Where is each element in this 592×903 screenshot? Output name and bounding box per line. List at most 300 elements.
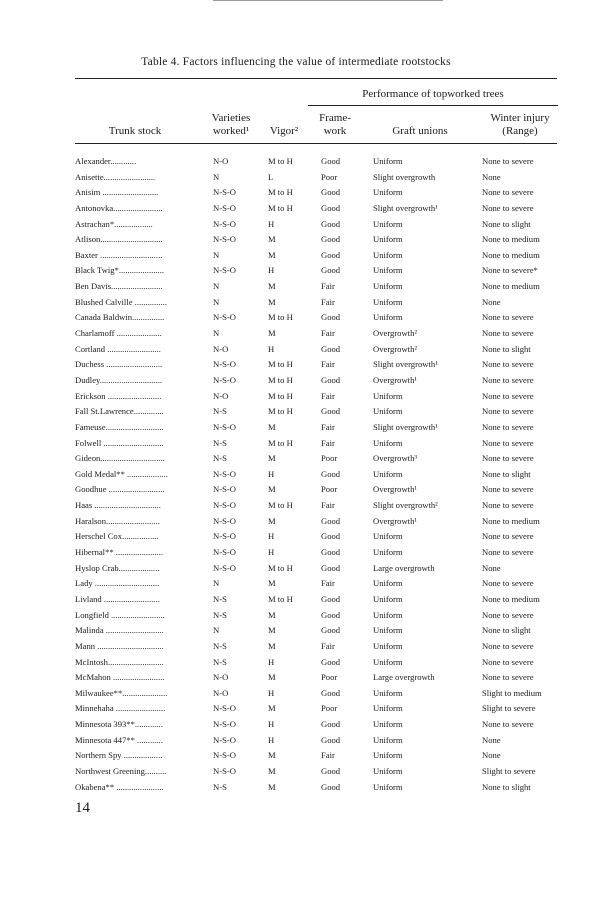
cell-trunk-stock: Minnesota 393**............. (75, 719, 163, 730)
cell-graft-unions: Uniform (373, 406, 403, 417)
cell-graft-unions: Uniform (373, 593, 403, 604)
cell-vigor: M (268, 578, 276, 589)
cell-vigor: M to H (268, 374, 293, 385)
table-row (0, 373, 592, 389)
cell-trunk-stock: Longfield ......................... (75, 609, 165, 620)
cell-varieties: N-S-O (213, 719, 236, 730)
table-row (0, 748, 592, 764)
cell-vigor: M to H (268, 390, 293, 401)
cell-framework: Good (321, 781, 341, 792)
cell-trunk-stock: Milwaukee**..................... (75, 687, 168, 698)
table-row (0, 686, 592, 702)
table-row (0, 217, 592, 233)
group-header-rule (308, 105, 558, 106)
cell-trunk-stock: Gold Medal** ................... (75, 468, 168, 479)
cell-trunk-stock: Herschel Cox................. (75, 531, 159, 542)
cell-varieties: N-S-O (213, 547, 236, 558)
cell-vigor: M (268, 672, 276, 683)
cell-varieties: N (213, 296, 220, 307)
cell-vigor: M (268, 703, 276, 714)
cell-vigor: M (268, 281, 276, 292)
header-winter-line1: Winter injury (490, 112, 550, 124)
cell-framework: Good (321, 625, 341, 636)
cell-winter-injury: None to severe (482, 719, 534, 730)
cell-trunk-stock: Folwell ............................ (75, 437, 164, 448)
cell-framework: Fair (321, 578, 335, 589)
cell-winter-injury: None to severe (482, 374, 534, 385)
group-header: Performance of topworked trees (362, 88, 504, 100)
cell-vigor: M to H (268, 312, 293, 323)
cell-graft-unions: Uniform (373, 703, 403, 714)
cell-vigor: M to H (268, 202, 293, 213)
cell-trunk-stock: Lady .............................. (75, 578, 160, 589)
header-varieties (198, 112, 264, 138)
cell-framework: Good (321, 312, 341, 323)
cell-graft-unions: Uniform (373, 234, 403, 245)
cell-varieties: N-S-O (213, 515, 236, 526)
cell-framework: Good (321, 249, 341, 260)
cell-framework: Fair (321, 296, 335, 307)
cell-trunk-stock: Astrachan*.................. (75, 218, 153, 229)
cell-framework: Poor (321, 453, 338, 464)
cell-winter-injury: None to severe (482, 656, 534, 667)
table-row (0, 482, 592, 498)
table-row (0, 576, 592, 592)
cell-framework: Poor (321, 171, 338, 182)
cell-framework: Good (321, 562, 341, 573)
cell-vigor: M (268, 484, 276, 495)
cell-varieties: N (213, 249, 220, 260)
table-row (0, 529, 592, 545)
cell-graft-unions: Uniform (373, 156, 403, 166)
cell-vigor: M to H (268, 187, 293, 198)
cell-framework: Good (321, 547, 341, 558)
header-vigor: Vigor² (269, 125, 299, 137)
cell-winter-injury: None to severe (482, 547, 534, 558)
cell-graft-unions: Uniform (373, 781, 403, 792)
cell-vigor: M to H (268, 406, 293, 417)
cell-graft-unions: Uniform (373, 437, 403, 448)
cell-trunk-stock: Fameuse........................... (75, 421, 164, 432)
header-framework (310, 112, 360, 138)
cell-winter-injury: None to severe* (482, 265, 538, 276)
cell-framework: Good (321, 156, 341, 166)
cell-winter-injury: None to severe (482, 390, 534, 401)
cell-graft-unions: Uniform (373, 218, 403, 229)
cell-varieties: N-O (213, 390, 229, 401)
cell-trunk-stock: Black Twig*..................... (75, 265, 164, 276)
cell-framework: Poor (321, 703, 338, 714)
cell-varieties: N-O (213, 687, 229, 698)
cell-varieties: N-S-O (213, 750, 236, 761)
cell-vigor: H (268, 734, 275, 745)
cell-vigor: M to H (268, 156, 293, 166)
cell-winter-injury: Slight to medium (482, 687, 542, 698)
cell-varieties: N (213, 578, 220, 589)
cell-framework: Good (321, 765, 341, 776)
cell-trunk-stock: Blushed Calville ............... (75, 296, 167, 307)
cell-vigor: M (268, 249, 276, 260)
cell-trunk-stock: Gideon.............................. (75, 453, 165, 464)
cell-winter-injury: None to medium (482, 593, 540, 604)
cell-framework: Fair (321, 640, 335, 651)
cell-varieties: N-S (213, 781, 227, 792)
cell-vigor: L (268, 171, 274, 182)
cell-trunk-stock: Ben Davis........................ (75, 281, 163, 292)
table-row (0, 232, 592, 248)
cell-vigor: M (268, 609, 276, 620)
table-row (0, 248, 592, 264)
cell-vigor: M to H (268, 500, 293, 511)
cell-winter-injury: None to slight (482, 468, 531, 479)
cell-graft-unions: Uniform (373, 249, 403, 260)
cell-trunk-stock: Atlison............................. (75, 234, 163, 245)
cell-graft-unions: Uniform (373, 390, 403, 401)
cell-winter-injury: Slight to severe (482, 703, 536, 714)
cell-varieties: N-O (213, 156, 229, 166)
cell-varieties: N-S-O (213, 703, 236, 714)
cell-trunk-stock: Alexander............ (75, 156, 137, 166)
table-row (0, 357, 592, 373)
cell-framework: Fair (321, 750, 335, 761)
cell-winter-injury: None to severe (482, 453, 534, 464)
cell-varieties: N-S (213, 593, 227, 604)
cell-winter-injury: None to slight (482, 218, 531, 229)
cell-trunk-stock: Haas ............................... (75, 500, 161, 511)
cell-varieties: N-S-O (213, 468, 236, 479)
cell-framework: Good (321, 374, 341, 385)
cell-framework: Good (321, 593, 341, 604)
table-row (0, 561, 592, 577)
cell-winter-injury: None to slight (482, 343, 531, 354)
cell-trunk-stock: Minnesota 447** ............ (75, 734, 163, 745)
cell-varieties: N-S (213, 640, 227, 651)
table-row (0, 295, 592, 311)
table-row (0, 263, 592, 279)
cell-winter-injury: None to severe (482, 531, 534, 542)
cell-trunk-stock: Charlamoff ..................... (75, 328, 162, 339)
cell-trunk-stock: McMahon ........................ (75, 672, 165, 683)
cell-varieties: N-S-O (213, 484, 236, 495)
cell-varieties: N-O (213, 672, 229, 683)
table-row (0, 623, 592, 639)
cell-varieties: N (213, 625, 220, 636)
cell-trunk-stock: Erickson ......................... (75, 390, 162, 401)
cell-framework: Fair (321, 359, 335, 370)
table-row (0, 592, 592, 608)
cell-graft-unions: Slight overgrowth² (373, 500, 438, 511)
header-framework-line2: work (323, 125, 347, 137)
cell-winter-injury: None (482, 296, 501, 307)
table-row (0, 545, 592, 561)
table-row (0, 780, 592, 796)
cell-winter-injury: None to slight (482, 625, 531, 636)
cell-winter-injury: None (482, 750, 501, 761)
table-row (0, 326, 592, 342)
cell-vigor: M (268, 750, 276, 761)
cell-framework: Fair (321, 421, 335, 432)
cell-framework: Good (321, 656, 341, 667)
table-row (0, 185, 592, 201)
cell-vigor: M to H (268, 359, 293, 370)
cell-winter-injury: None to severe (482, 609, 534, 620)
header-bottom-rule (75, 143, 557, 144)
table-title: Table 4. Factors influencing the value of intermediate rootstocks (141, 56, 451, 68)
cell-winter-injury: None to severe (482, 421, 534, 432)
cell-trunk-stock: Fall St.Lawrence.............. (75, 406, 164, 417)
cell-framework: Fair (321, 500, 335, 511)
cell-trunk-stock: Mann ............................... (75, 640, 164, 651)
table-row (0, 717, 592, 733)
cell-trunk-stock: Malinda ........................... (75, 625, 164, 636)
cell-framework: Poor (321, 484, 338, 495)
cell-vigor: M (268, 640, 276, 651)
cell-varieties: N-S (213, 453, 227, 464)
cell-trunk-stock: Antonovka....................... (75, 202, 163, 213)
cell-vigor: M (268, 328, 276, 339)
cell-framework: Good (321, 343, 341, 354)
cell-trunk-stock: Dudley............................. (75, 374, 163, 385)
table-row (0, 389, 592, 405)
cell-trunk-stock: Livland .......................... (75, 593, 160, 604)
cell-winter-injury: None to severe (482, 359, 534, 370)
cell-winter-injury: None to medium (482, 515, 540, 526)
cell-varieties: N-S-O (213, 234, 236, 245)
cell-graft-unions: Uniform (373, 750, 403, 761)
cell-vigor: H (268, 343, 275, 354)
cell-vigor: M (268, 234, 276, 245)
cell-winter-injury: None to medium (482, 234, 540, 245)
cell-graft-unions: Overgrowth¹ (373, 515, 417, 526)
cell-framework: Poor (321, 672, 338, 683)
table-body (0, 154, 592, 795)
header-winter-line2: (Range) (502, 125, 538, 137)
cell-graft-unions: Overgrowth¹ (373, 374, 417, 385)
cell-vigor: M (268, 765, 276, 776)
cell-winter-injury: None to medium (482, 249, 540, 260)
cell-trunk-stock: Canada Baldwin............... (75, 312, 165, 323)
cell-winter-injury: None to severe (482, 437, 534, 448)
cell-framework: Good (321, 719, 341, 730)
cell-graft-unions: Uniform (373, 687, 403, 698)
cell-trunk-stock: Northern Spy .................. (75, 750, 163, 761)
table-row (0, 420, 592, 436)
cell-vigor: M (268, 515, 276, 526)
cell-framework: Good (321, 687, 341, 698)
table-row (0, 764, 592, 780)
cell-winter-injury: None to medium (482, 281, 540, 292)
cell-varieties: N (213, 171, 220, 182)
cell-vigor: H (268, 687, 275, 698)
cell-winter-injury: None to slight (482, 781, 531, 792)
table-row (0, 498, 592, 514)
cell-varieties: N-S-O (213, 359, 236, 370)
cell-vigor: H (268, 218, 275, 229)
cell-trunk-stock: Okabena** ...................... (75, 781, 164, 792)
cell-winter-injury: None to severe (482, 484, 534, 495)
header-varieties-line2: worked¹ (212, 125, 250, 137)
cell-graft-unions: Uniform (373, 187, 403, 198)
cell-graft-unions: Overgrowth³ (373, 453, 417, 464)
cell-graft-unions: Large overgrowth (373, 672, 435, 683)
cell-trunk-stock: Goodhue .......................... (75, 484, 165, 495)
cell-vigor: M (268, 625, 276, 636)
cell-graft-unions: Uniform (373, 578, 403, 589)
cell-winter-injury: None to severe (482, 672, 534, 683)
cell-vigor: M to H (268, 437, 293, 448)
table-row (0, 701, 592, 717)
cell-varieties: N (213, 281, 220, 292)
cell-winter-injury: None to severe (482, 500, 534, 511)
cell-graft-unions: Uniform (373, 468, 403, 479)
cell-trunk-stock: Haralson......................... (75, 515, 160, 526)
table-row (0, 451, 592, 467)
cell-graft-unions: Uniform (373, 296, 403, 307)
cell-framework: Fair (321, 390, 335, 401)
table-row (0, 201, 592, 217)
cell-vigor: H (268, 265, 275, 276)
cell-graft-unions: Slight overgrowth¹ (373, 202, 438, 213)
cell-vigor: M (268, 781, 276, 792)
table-row (0, 608, 592, 624)
cell-framework: Good (321, 265, 341, 276)
cell-vigor: H (268, 719, 275, 730)
cell-vigor: H (268, 656, 275, 667)
cell-varieties: N-S-O (213, 312, 236, 323)
cell-framework: Good (321, 218, 341, 229)
cell-varieties: N-S-O (213, 218, 236, 229)
cell-trunk-stock: Anisette........................ (75, 171, 156, 182)
cell-graft-unions: Uniform (373, 312, 403, 323)
cell-vigor: H (268, 468, 275, 479)
cell-trunk-stock: Minnehaha ....................... (75, 703, 166, 714)
cell-winter-injury: None (482, 734, 501, 745)
cell-winter-injury: None to severe (482, 312, 534, 323)
cell-winter-injury: None (482, 171, 501, 182)
table-row (0, 655, 592, 671)
cell-graft-unions: Overgrowth¹ (373, 484, 417, 495)
cell-trunk-stock: Northwest Greening.......... (75, 765, 167, 776)
cell-trunk-stock: Duchess .......................... (75, 359, 163, 370)
cell-graft-unions: Uniform (373, 609, 403, 620)
header-varieties-line1: Varieties (211, 112, 251, 124)
cell-framework: Fair (321, 328, 335, 339)
cell-varieties: N-S-O (213, 531, 236, 542)
cell-graft-unions: Uniform (373, 765, 403, 776)
cell-varieties: N-S-O (213, 202, 236, 213)
header-framework-line1: Frame- (319, 112, 351, 124)
cell-graft-unions: Uniform (373, 734, 403, 745)
cell-winter-injury: None to severe (482, 328, 534, 339)
table-row (0, 639, 592, 655)
cell-trunk-stock: Anisim .......................... (75, 187, 159, 198)
cell-graft-unions: Slight overgrowth¹ (373, 421, 438, 432)
cell-trunk-stock: Cortland ......................... (75, 343, 161, 354)
title-rule (75, 78, 557, 79)
table-row (0, 733, 592, 749)
table-row (0, 404, 592, 420)
cell-vigor: M (268, 453, 276, 464)
cell-varieties: N-S-O (213, 500, 236, 511)
table-row (0, 154, 592, 170)
header-trunk-stock: Trunk stock (108, 125, 162, 137)
cell-framework: Good (321, 406, 341, 417)
cell-vigor: M (268, 421, 276, 432)
cell-graft-unions: Slight overgrowth (373, 171, 436, 182)
cell-vigor: M (268, 296, 276, 307)
cell-varieties: N-S (213, 406, 227, 417)
cell-varieties: N-S (213, 656, 227, 667)
page-number: 14 (75, 800, 90, 816)
table-row (0, 170, 592, 186)
cell-vigor: H (268, 531, 275, 542)
cell-varieties: N-O (213, 343, 229, 354)
cell-graft-unions: Uniform (373, 547, 403, 558)
cell-graft-unions: Uniform (373, 281, 403, 292)
cell-vigor: M to H (268, 593, 293, 604)
cell-trunk-stock: McIntosh.......................... (75, 656, 164, 667)
cell-varieties: N-S-O (213, 562, 236, 573)
cell-graft-unions: Uniform (373, 265, 403, 276)
cell-varieties: N-S (213, 437, 227, 448)
cell-trunk-stock: Hibernal** ...................... (75, 547, 164, 558)
cell-graft-unions: Uniform (373, 531, 403, 542)
cell-graft-unions: Uniform (373, 625, 403, 636)
cell-winter-injury: None to severe (482, 156, 534, 166)
cell-varieties: N-S-O (213, 187, 236, 198)
cell-winter-injury: None to severe (482, 640, 534, 651)
cell-framework: Good (321, 734, 341, 745)
cell-framework: Good (321, 234, 341, 245)
header-winter-injury (478, 112, 562, 138)
cell-graft-unions: Large overgrowth (373, 562, 435, 573)
cell-framework: Fair (321, 281, 335, 292)
cell-trunk-stock: Hyslop Crab................... (75, 562, 160, 573)
table-row (0, 467, 592, 483)
cell-graft-unions: Overgrowth² (373, 328, 417, 339)
table-row (0, 342, 592, 358)
cell-winter-injury: None to severe (482, 187, 534, 198)
cell-varieties: N (213, 328, 220, 339)
cell-varieties: N-S (213, 609, 227, 620)
header-graft-unions: Graft unions (392, 125, 448, 137)
cell-winter-injury: None to severe (482, 202, 534, 213)
cell-framework: Good (321, 468, 341, 479)
cell-winter-injury: None to severe (482, 406, 534, 417)
cell-framework: Good (321, 531, 341, 542)
cell-graft-unions: Uniform (373, 719, 403, 730)
cell-varieties: N-S-O (213, 374, 236, 385)
table-row (0, 279, 592, 295)
cell-winter-injury: None (482, 562, 501, 573)
cell-graft-unions: Overgrowth² (373, 343, 417, 354)
cell-winter-injury: None to severe (482, 578, 534, 589)
cell-vigor: M to H (268, 562, 293, 573)
cell-vigor: H (268, 547, 275, 558)
cell-graft-unions: Slight overgrowth¹ (373, 359, 438, 370)
cell-trunk-stock: Baxter ............................. (75, 249, 163, 260)
cell-varieties: N-S-O (213, 734, 236, 745)
cell-framework: Good (321, 609, 341, 620)
cell-framework: Good (321, 515, 341, 526)
cell-framework: Good (321, 202, 341, 213)
table-row (0, 670, 592, 686)
table-row (0, 310, 592, 326)
table-row (0, 436, 592, 452)
table-row (0, 514, 592, 530)
cell-graft-unions: Uniform (373, 640, 403, 651)
cell-varieties: N-S-O (213, 265, 236, 276)
